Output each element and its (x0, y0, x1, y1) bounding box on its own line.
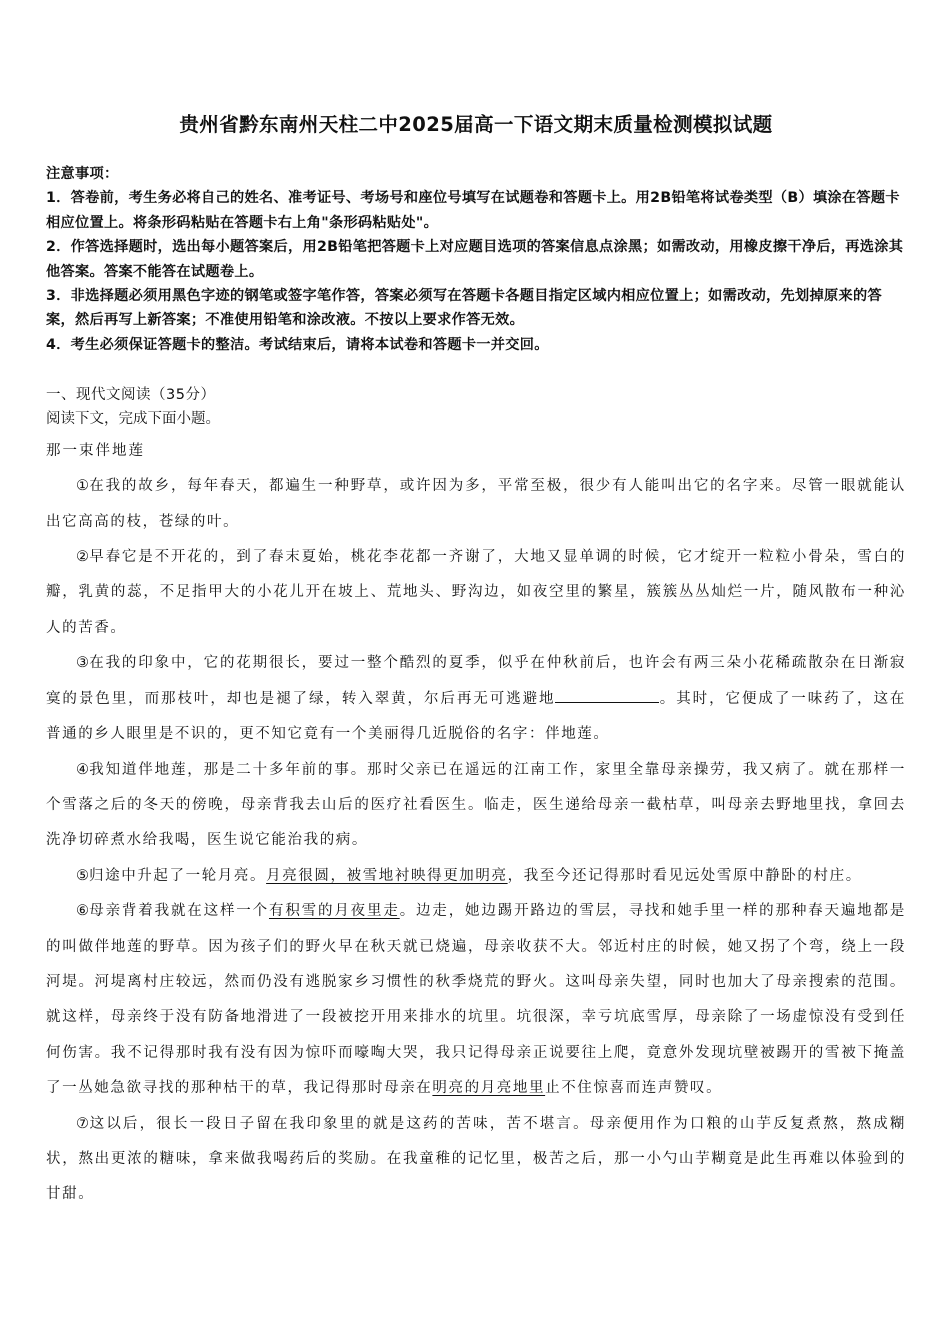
paragraph-number: ⑥ (76, 903, 90, 920)
paragraph-number: ③ (76, 655, 90, 672)
notice-heading: 注意事项： (46, 166, 119, 182)
fill-in-blank[interactable] (555, 688, 659, 703)
underlined-phrase: 明亮的月亮地里 (432, 1080, 546, 1097)
paragraph-text: 这以后，很长一段日子留在我印象里的就是这药的苦味，苦不堪言。母亲便用作为口粮的山芋反复煮熬，熬成糊状，熬出更浓的糖味，拿来做我喝药后的奖励。在我童稚的记忆里，极苦之后，那一小勺山芋糊竟是此生再难以体验到的甘甜。 (46, 1115, 906, 1203)
notice-block (46, 162, 906, 357)
paragraph-2 (46, 540, 906, 646)
paragraph-7 (46, 1107, 906, 1213)
paragraph-text: 我知道伴地莲，那是二十多年前的事。那时父亲已在遥远的江南工作，家里全靠母亲操劳，我又病了。就在那样一个雪落之后的冬天的傍晚，母亲背我去山后的医疗社看医生。临走，医生递给母亲一截枯草，叫母亲去野地里找，拿回去洗净切碎煮水给我喝，医生说它能治我的病。 (46, 761, 907, 849)
exam-page (46, 108, 906, 1213)
notice-item: 2．作答选择题时，选出每小题答案后，用2B铅笔把答题卡上对应题目选项的答案信息点涂黑；如需改动，用橡皮擦干净后，再选涂其他答案。答案不能答在试题卷上。 (46, 239, 904, 280)
notice-item: 4．考生必须保证答题卡的整洁。考试结束后，请将本试卷和答题卡一并交回。 (46, 336, 549, 353)
paragraph-text: 早春它是不开花的，到了春末夏始，桃花李花都一齐谢了，大地又显单调的时候，它才绽开一粒粒小骨朵，雪白的瓣，乳黄的蕊，不足指甲大的小花儿开在坡上、荒地头、野沟边，如夜空里的繁星，簇簇丛丛灿烂一片，随风散布一种沁人的苦香。 (46, 549, 907, 636)
paragraph-3 (46, 646, 906, 752)
essay-title: 那一束伴地莲 (46, 443, 145, 460)
underlined-sentence: 月亮很圆，被雪地衬映得更加明亮 (266, 867, 508, 884)
paragraph-number: ⑦ (76, 1115, 90, 1132)
notice-item: 1．答卷前，考生务必将自己的姓名、准考证号、考场号和座位号填写在试题卷和答题卡上。用2B铅笔将试卷类型（B）填涂在答题卡相应位置上。将条形码粘贴在答题卡右上角"条形码粘贴处"。 (46, 190, 900, 231)
paragraph-text: 。其时，它便成了一味药了，这在普通的乡人眼里是不识的，更不知它竟有一个美丽得几近脱俗的名字：伴地莲。 (46, 690, 906, 743)
paragraph-text: 母亲背着我就在这样一个 (89, 903, 269, 920)
paragraph-text: ，我至今还记得那时看见远处雪原中静卧的村庄。 (507, 867, 862, 884)
paragraph-text: 在我的印象中，它的花期很长，要过一整个酷烈的夏季，似乎在仲秋前后，也许会有两三朵小花稀疏散杂在日渐寂寞的景色里，而那枝叶，却也是褪了绿，转入翠黄，尔后再无可逃避地 (46, 655, 907, 707)
paragraph-6 (46, 894, 906, 1106)
section-heading: 一、现代文阅读（35分） (46, 387, 216, 404)
paragraph-text: 在我的故乡，每年春天，都遍生一种野草，或许因为多，平常至极，很少有人能叫出它的名字来。尽管一眼就能认出它高高的枝，苍绿的叶。 (46, 478, 907, 530)
paragraph-1 (46, 469, 906, 540)
paragraph-text: 止不住惊喜而连声赞叹。 (545, 1080, 723, 1097)
paragraph-number: ⑤ (76, 867, 89, 884)
paragraph-number: ① (76, 478, 90, 495)
paragraph-number: ② (76, 549, 90, 566)
paragraph-text: 归途中升起了一轮月亮。 (89, 867, 267, 884)
paragraph-number: ④ (76, 761, 90, 778)
page-title: 贵州省黔东南州天柱二中2025届高一下语文期末质量检测模拟试题 (179, 113, 773, 136)
underlined-phrase: 有积雪的月夜里走 (268, 903, 400, 920)
section-instruction: 阅读下文，完成下面小题。 (46, 411, 220, 428)
notice-item: 3．非选择题必须用黑色字迹的钢笔或签字笔作答，答案必须写在答题卡各题目指定区域内相应位置上；如需改动，先划掉原来的答案，然后再写上新答案；不准使用铅笔和涂改液。不按以上要求作答无效。 (46, 288, 882, 329)
paragraph-text: 。边走，她边踢开路边的雪层，寻找和她手里一样的那种春天遍地都是的叫做伴地莲的野草。因为孩子们的野火早在秋天就已烧遍，母亲收获不大。邻近村庄的时候，她又拐了个弯，绕上一段河堤。河堤离村庄较远，然而仍没有逃脱家乡习惯性的秋季烧荒的野火。这叫母亲失望，同时也加大了母亲搜索的范围。就这样，母亲终于没有防备地滑进了一段被挖开用来排水的坑里。坑很深，幸亏坑底雪厚，母亲除了一场虚惊没有受到任何伤害。我不记得那时我有没有因为惊吓而嚎啕大哭，我只记得母亲正说要往上爬，竟意外发现坑壁被踢开的雪被下掩盖了一丛她急欲寻找的那种枯干的草，我记得那时母亲在 (46, 903, 906, 1097)
paragraph-5 (46, 859, 906, 894)
paragraph-4 (46, 753, 906, 859)
